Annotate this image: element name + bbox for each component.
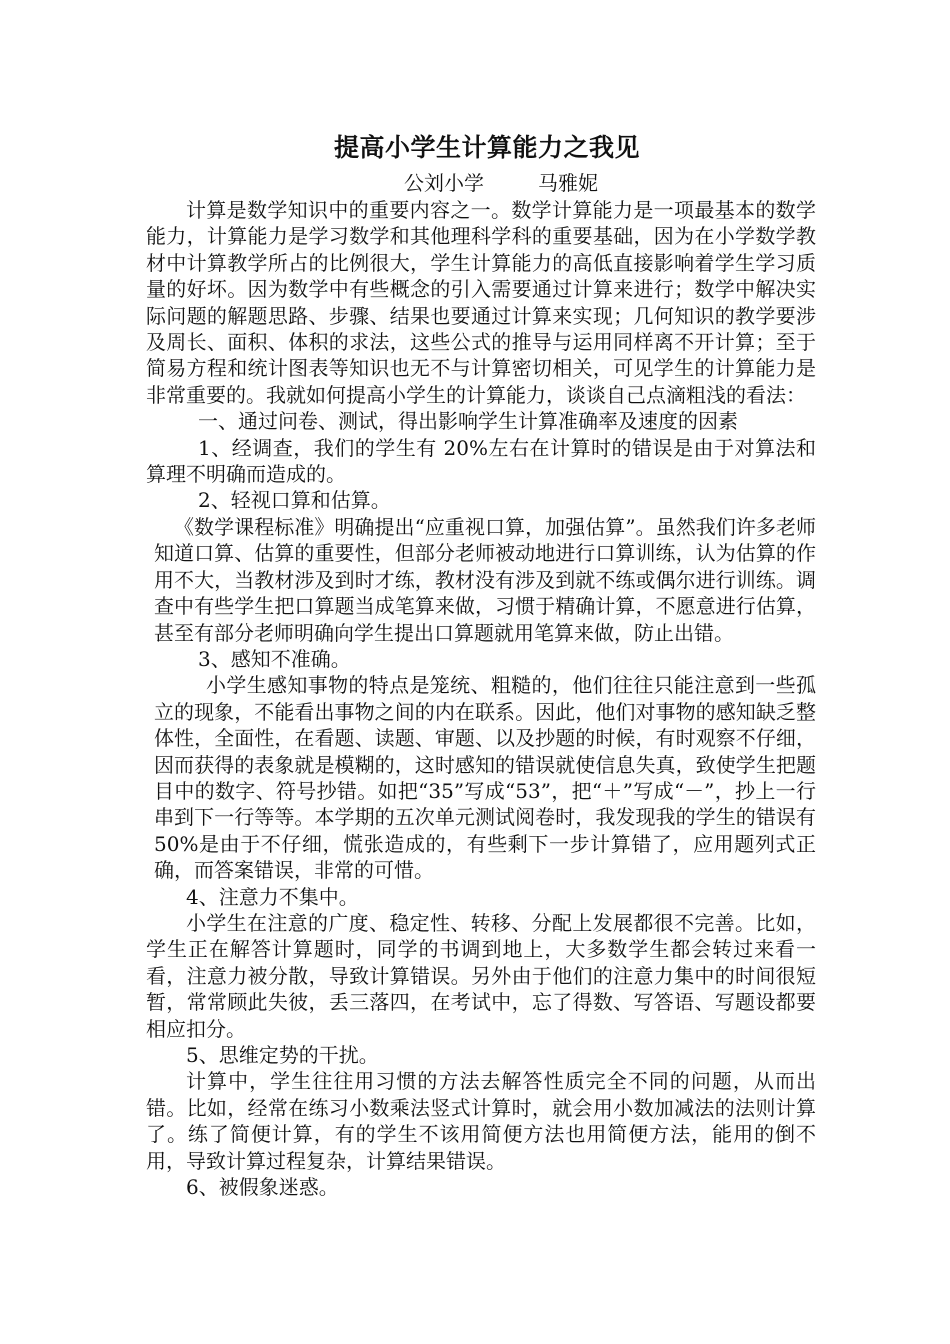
author-school: 公刘小学 bbox=[404, 171, 484, 195]
item2-body: 《数学课程标准》明确提出“应重视口算，加强估算”。虽然我们许多老师知道口算、估算的重要性，但部分老师被动地进行口算训练，认为估算的作用不大，当教材涉及到时才练，教材没有涉及到就不练或偶尔进行训练。调查中有些学生把口算题当成笔算来做，习惯于精确计算，不愿意进行估算，甚至有部分老师明确向学生提出口算题就用笔算来做，防止出错。 bbox=[154, 514, 816, 645]
author-name: 马雅妮 bbox=[538, 171, 598, 195]
item3-body: 小学生感知事物的特点是笼统、粗糙的，他们往往只能注意到一些孤立的现象，不能看出事物之间的内在联系。因此，他们对事物的感知缺乏整体性，全面性，在看题、读题、审题、以及抄题的时候，有时观察不仔细，因而获得的表象就是模糊的，这时感知的错误就使信息失真，致使学生把题目中的数字、符号抄错。如把“35”写成“53”，把“＋”写成“－”，抄上一行串到下一行等等。本学期的五次单元测试阅卷时，我发现我的学生的错误有 50%是由于不仔细，慌张造成的，有些剩下一步计算错了，应用题列式正确，而答案错误，非常的可惜。 bbox=[154, 673, 816, 883]
item6-heading: 6、被假象迷惑。 bbox=[186, 1175, 339, 1200]
item3-heading: 3、感知不准确。 bbox=[198, 646, 351, 671]
item5-body: 计算中，学生往往用习惯的方法去解答性质完全不同的问题，从而出错。比如，经常在练习小数乘法竖式计算时，就会用小数加减法的法则计算了。练了简便计算，有的学生不该用简便方法也用简便方法，能用的倒不用，导致计算过程复杂，计算结果错误。 bbox=[146, 1069, 816, 1173]
section1-heading: 一、通过问卷、测试，得出影响学生计算准确率及速度的因素 bbox=[198, 409, 738, 434]
intro-paragraph: 计算是数学知识中的重要内容之一。数学计算能力是一项最基本的数学能力，计算能力是学习数学和其他理科学科的重要基础，因为在小学数学教材中计算教学所占的比例很大，学生计算能力的高低直接影响着学生学习质量的好坏。因为数学中有些概念的引入需要通过计算来进行；数学中解决实际问题的解题思路、步骤、结果也要通过计算来实现；几何知识的教学要涉及周长、面积、体积的求法，这些公式的推导与运用同样离不开计算；至于简易方程和统计图表等知识也无不与计算密切相关，可见学生的计算能力是非常重要的。我就如何提高小学生的计算能力，谈谈自己点滴粗浅的看法： bbox=[146, 198, 816, 407]
item4-heading: 4、注意力不集中。 bbox=[186, 884, 359, 909]
item5-heading: 5、思维定势的干扰。 bbox=[186, 1043, 379, 1067]
author-line bbox=[146, 170, 816, 197]
document-title: 提高小学生计算能力之我见 bbox=[333, 133, 640, 162]
document-page bbox=[146, 130, 816, 1200]
item1-paragraph: 1、经调查，我们的学生有 20%左右在计算时的错误是由于对算法和算理不明确而造成的。 bbox=[146, 435, 816, 487]
item2-heading: 2、轻视口算和估算。 bbox=[198, 488, 391, 513]
item4-body: 小学生在注意的广度、稳定性、转移、分配上发展都很不完善。比如，学生正在解答计算题时，同学的书调到地上，大多数学生都会转过来看一看，注意力被分散，导致计算错误。另外由于他们的注意力集中的时间很短暂，常常顾此失彼，丢三落四，在考试中，忘了得数、写答语、写题设都要相应扣分。 bbox=[146, 910, 816, 1041]
